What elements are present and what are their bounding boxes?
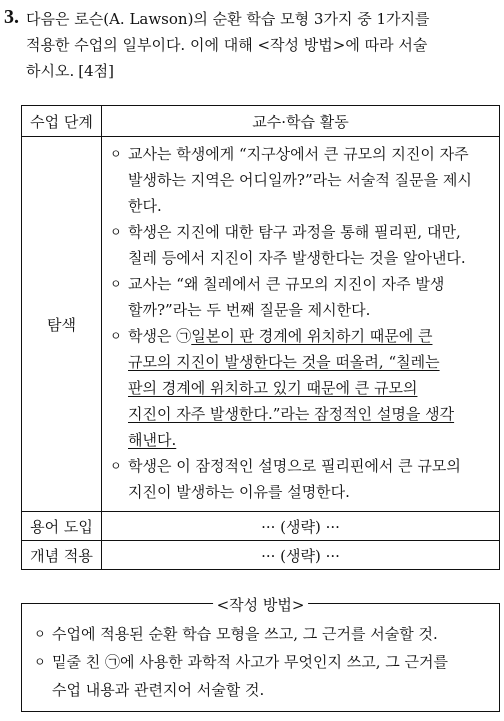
method-line: 수업 내용과 관련지어 서술할 것. bbox=[52, 681, 265, 699]
stage-label-concept-application: 개념 적용 bbox=[22, 541, 102, 570]
writing-method-list bbox=[32, 620, 493, 704]
table-header-row bbox=[22, 106, 500, 137]
stem-line bbox=[26, 58, 500, 84]
header-activity: 교수·학습 활동 bbox=[102, 106, 500, 137]
omitted-content: ··· (생략) ··· bbox=[102, 541, 500, 570]
table-row-concept-application bbox=[22, 541, 500, 570]
activity-line bbox=[128, 323, 493, 349]
activity-line: 한다. bbox=[128, 197, 162, 215]
header-stage: 수업 단계 bbox=[22, 106, 102, 137]
activity-prefix: 학생은 bbox=[128, 327, 177, 345]
stem-line: 다음은 로슨(A. Lawson)의 순환 학습 모형 3가지 중 1가지를 bbox=[26, 10, 430, 28]
stage-label-exploration: 탐색 bbox=[22, 137, 102, 512]
writing-method-box bbox=[21, 596, 500, 712]
underlined-text: 판의 경계에 위치하고 있기 때문에 큰 규모의 bbox=[128, 379, 418, 397]
stage-label-term-introduction: 용어 도입 bbox=[22, 512, 102, 541]
activity-line: 발생하는 지역은 어디일까?”라는 서술적 질문을 제시 bbox=[128, 171, 472, 189]
omitted-content: ··· (생략) ··· bbox=[102, 512, 500, 541]
question-number: 3. bbox=[4, 6, 19, 28]
stem-line-text: 하시오. bbox=[26, 62, 75, 80]
activity-item bbox=[108, 219, 493, 271]
method-line: ㅇ 수업에 적용된 순환 학습 모형을 쓰고, 그 근거를 서술할 것. bbox=[52, 625, 438, 643]
method-line: ㅇ 밑줄 친 ㉠에 사용한 과학적 사고가 무엇인지 쓰고, 그 근거를 bbox=[52, 653, 448, 671]
lesson-table bbox=[21, 105, 500, 570]
underlined-text: 일본이 판 경계에 위치하기 때문에 큰 bbox=[191, 327, 433, 345]
activity-item bbox=[108, 271, 493, 323]
method-item bbox=[32, 648, 493, 704]
method-item bbox=[32, 620, 493, 648]
activity-line: ㅇ 학생은 이 잠정적인 설명으로 필리핀에서 큰 규모의 bbox=[128, 457, 461, 475]
table-row-term-introduction bbox=[22, 512, 500, 541]
activity-line: ㅇ 교사는 학생에게 “지구상에서 큰 규모의 지진이 자주 bbox=[128, 145, 469, 163]
underlined-text: 지진이 자주 발생한다.”라는 잠정적인 설명을 생각 bbox=[128, 405, 455, 423]
question-stem bbox=[26, 6, 500, 84]
activity-line: 할까?”라는 두 번째 질문을 제시한다. bbox=[128, 301, 371, 319]
activity-line: 지진이 발생하는 이유를 설명한다. bbox=[128, 483, 350, 501]
underlined-text: 규모의 지진이 발생한다는 것을 떠올려, “칠레는 bbox=[128, 353, 440, 371]
writing-method-title: <작성 방법> bbox=[213, 594, 309, 615]
marker-symbol: ㉠ bbox=[176, 327, 192, 345]
points-badge: [4점] bbox=[78, 62, 114, 80]
exploration-activities bbox=[102, 137, 500, 512]
table-row-exploration bbox=[22, 137, 500, 512]
activity-item bbox=[108, 141, 493, 219]
activity-line: 칠레 등에서 지진이 자주 발생한다는 것을 알아낸다. bbox=[128, 249, 466, 267]
underlined-text: 해낸다. bbox=[128, 431, 177, 449]
activity-item-underlined bbox=[108, 323, 493, 453]
activity-item bbox=[108, 453, 493, 505]
activity-line: ㅇ 교사는 “왜 칠레에서 큰 규모의 지진이 자주 발생 bbox=[128, 275, 445, 293]
stem-line: 적용한 수업의 일부이다. 이에 대해 <작성 방법>에 따라 서술 bbox=[26, 36, 428, 54]
activity-line: ㅇ 학생은 지진에 대한 탐구 과정을 통해 필리핀, 대만, bbox=[128, 223, 461, 241]
